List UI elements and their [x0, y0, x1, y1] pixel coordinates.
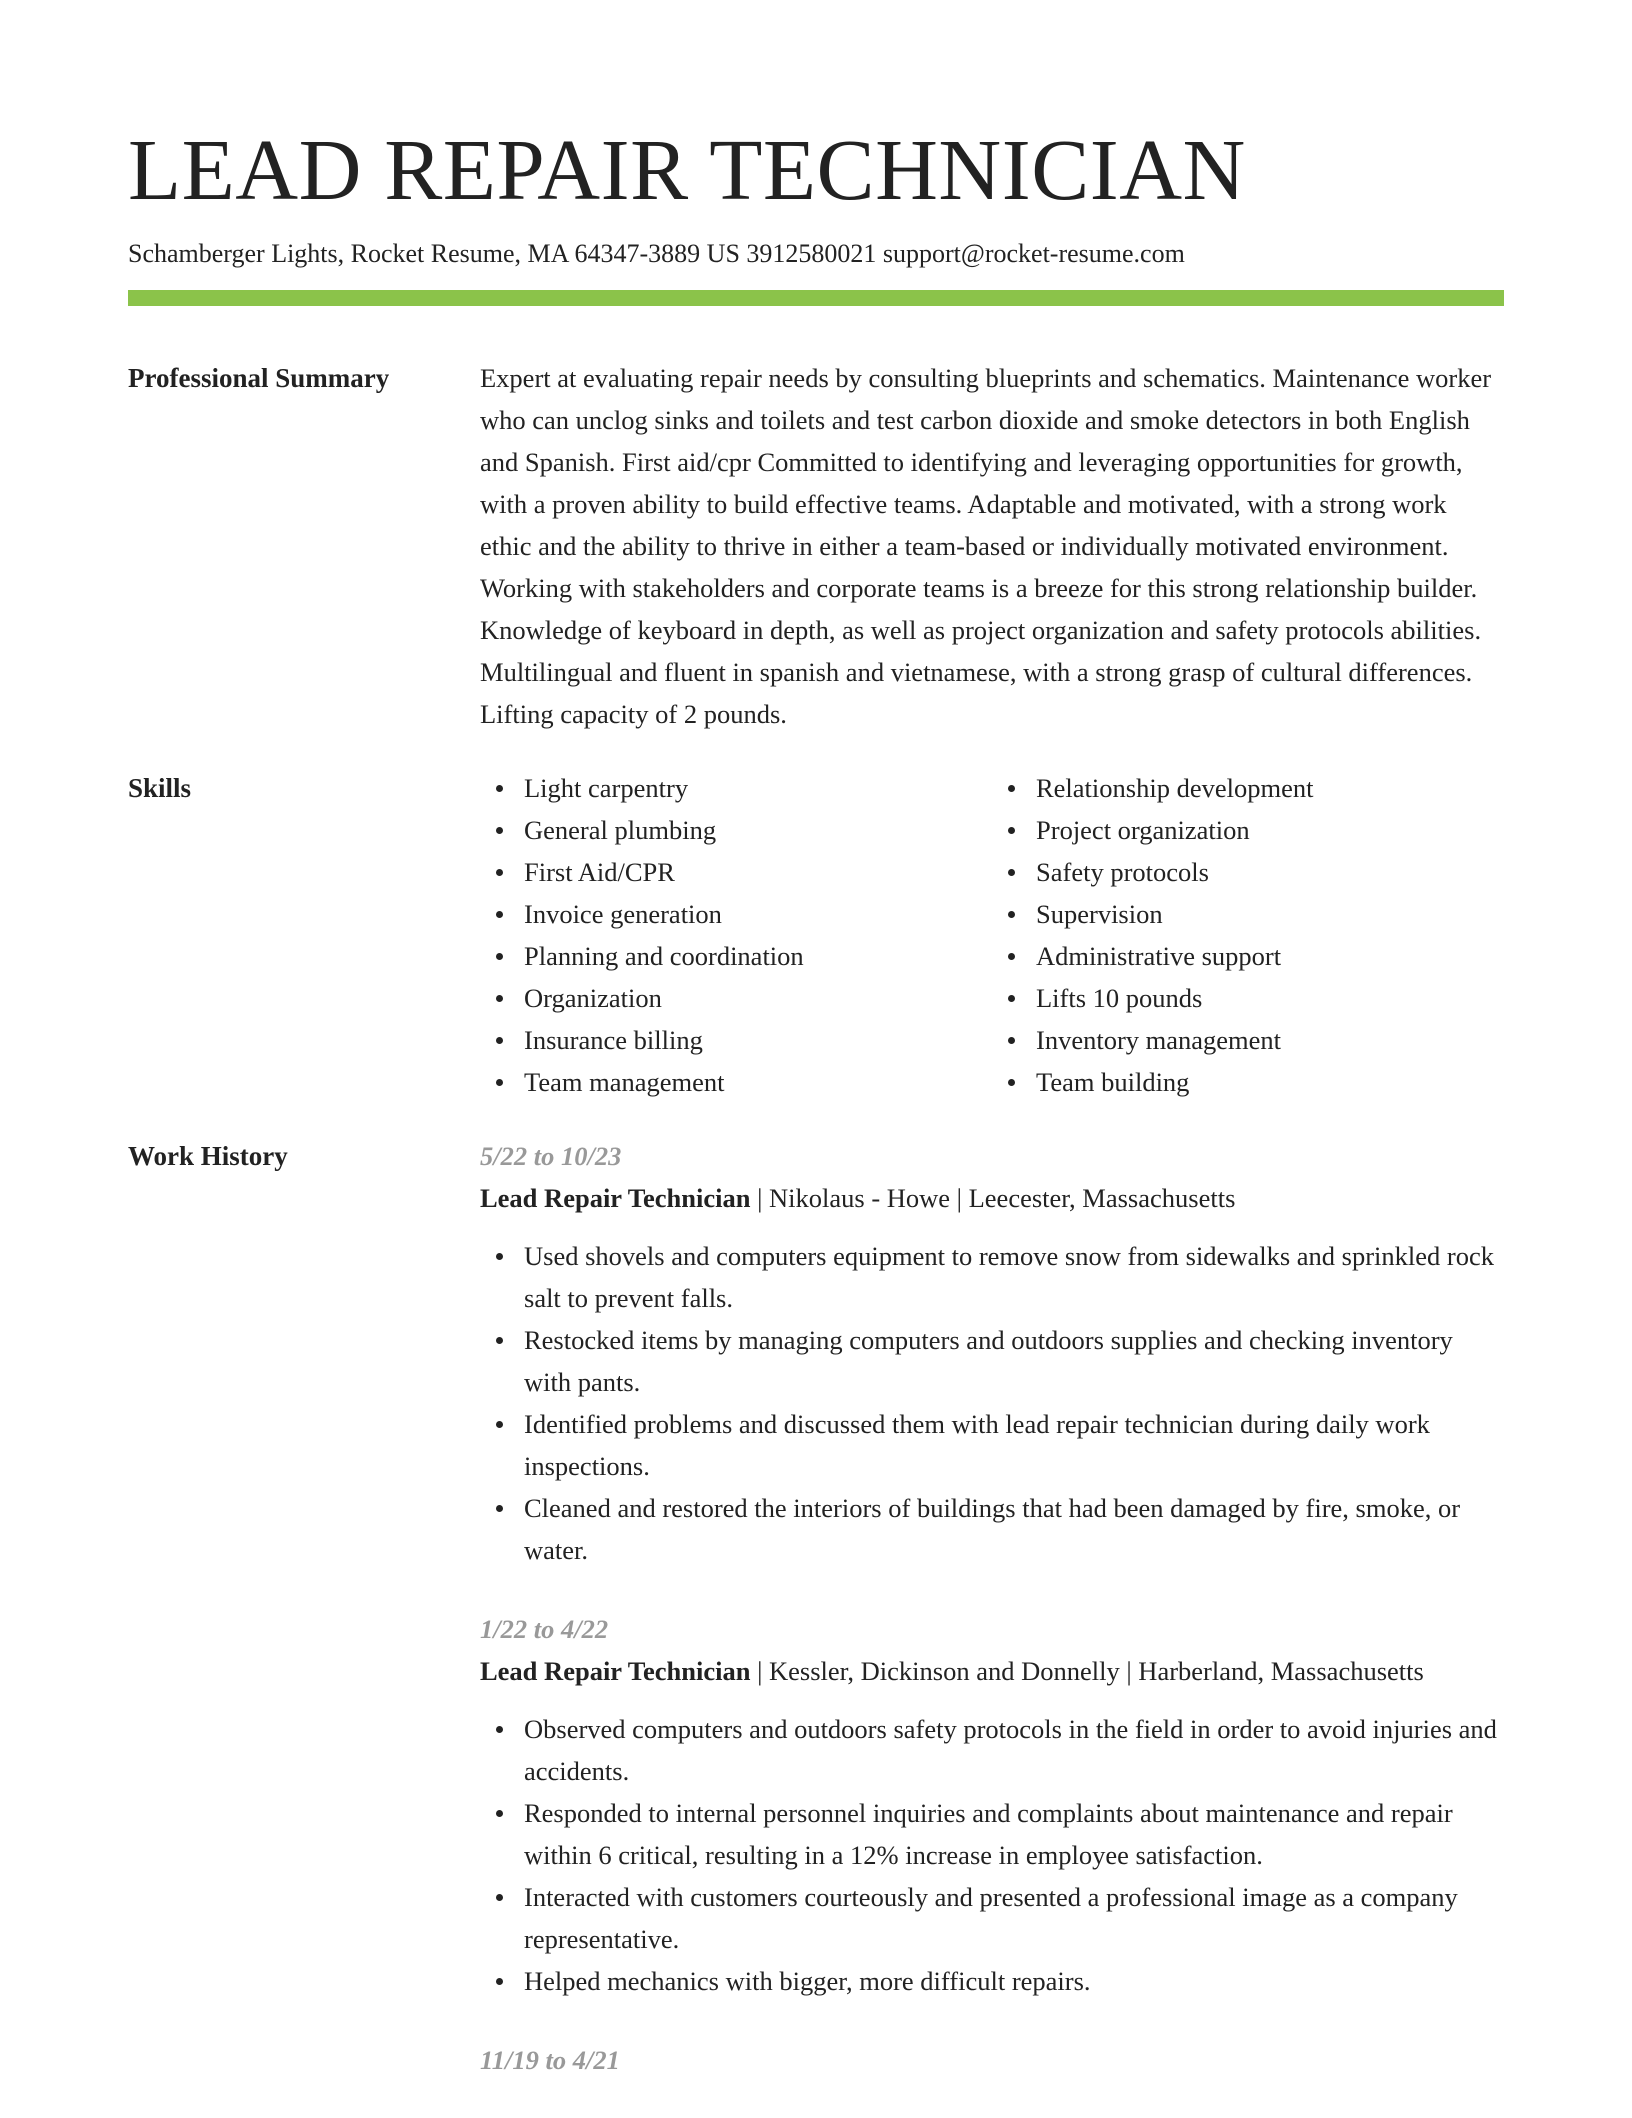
job-heading: [480, 1177, 1504, 1219]
candidate-name: LEAD REPAIR TECHNICIAN: [128, 121, 1246, 218]
header-divider: [128, 290, 1504, 306]
skills-list-left: [480, 767, 992, 1103]
skills-list-right: [992, 767, 1504, 1103]
skills-body: [480, 767, 1504, 1103]
skill-item: Administrative support: [1036, 935, 1504, 977]
job-entry: [480, 1608, 1504, 2002]
skill-item: Project organization: [1036, 809, 1504, 851]
job-duty: Cleaned and restored the interiors of buildings that had been damaged by fire, smoke, or water.: [524, 1487, 1504, 1571]
skill-item: Light carpentry: [524, 767, 992, 809]
skill-item: Supervision: [1036, 893, 1504, 935]
resume-page: [128, 0, 1504, 2118]
job-duty: Restocked items by managing computers and outdoors supplies and checking inventory with pants.: [524, 1319, 1504, 1403]
job-entry: [480, 2039, 1504, 2081]
skill-item: Invoice generation: [524, 893, 992, 935]
job-dates: 5/22 to 10/23: [480, 1141, 622, 1171]
job-heading: [480, 1650, 1504, 1692]
job-dates: 11/19 to 4/21: [480, 2045, 620, 2075]
job-duties: [480, 1235, 1504, 1571]
job-duty: Responded to internal personnel inquiries and complaints about maintenance and repair within 6 critical, resulting in a 12% increase in employee satisfaction.: [524, 1792, 1504, 1876]
job-duty: Helped mechanics with bigger, more difficult repairs.: [524, 1960, 1504, 2002]
section-title-skills: Skills: [128, 773, 192, 803]
skills-columns: [480, 767, 1504, 1103]
skill-item: Team building: [1036, 1061, 1504, 1103]
job-duty: Observed computers and outdoors safety protocols in the field in order to avoid injuries and accidents.: [524, 1708, 1504, 1792]
work-history-section: [128, 1135, 1504, 2118]
skill-item: Planning and coordination: [524, 935, 992, 977]
skill-item: Organization: [524, 977, 992, 1019]
job-employer-location: | Kessler, Dickinson and Donnelly | Harberland, Massachusetts: [750, 1656, 1424, 1686]
section-title-work-history: Work History: [128, 1141, 288, 1171]
skill-item: Insurance billing: [524, 1019, 992, 1061]
job-duty: Used shovels and computers equipment to remove snow from sidewalks and sprinkled rock salt to prevent falls.: [524, 1235, 1504, 1319]
job-dates: 1/22 to 4/22: [480, 1614, 609, 1644]
skill-item: Safety protocols: [1036, 851, 1504, 893]
contact-address: Schamberger Lights, Rocket Resume, MA 64347-3889 US: [128, 239, 740, 268]
skill-item: First Aid/CPR: [524, 851, 992, 893]
work-history-body: [480, 1135, 1504, 2118]
job-entry: [480, 1135, 1504, 1571]
section-title-summary: Professional Summary: [128, 363, 390, 393]
summary-body: [480, 357, 1504, 735]
skill-item: General plumbing: [524, 809, 992, 851]
job-duty: Identified problems and discussed them with lead repair technician during daily work inspections.: [524, 1403, 1504, 1487]
skill-item: Team management: [524, 1061, 992, 1103]
skill-item: Lifts 10 pounds: [1036, 977, 1504, 1019]
job-employer-location: | Nikolaus - Howe | Leecester, Massachusetts: [750, 1183, 1236, 1213]
contact-line: [128, 238, 1504, 270]
summary-text: Expert at evaluating repair needs by consulting blueprints and schematics. Maintenance worker who can unclog sinks and toilets and test carbon dioxide and smoke detectors in both English and Spanish. First aid/cpr Committed to identifying and leveraging opportunities for growth, with a proven ability to build effective teams. Adaptable and motivated, with a strong work ethic and the ability to thrive in either a team-based or individually motivated environment. Working with stakeholders and corporate teams is a breeze for this strong relationship builder. Knowledge of keyboard in depth, as well as project organization and safety protocols abilities. Multilingual and fluent in spanish and vietnamese, with a strong grasp of cultural differences. Lifting capacity of 2 pounds.: [480, 363, 1492, 729]
job-duties: [480, 1708, 1504, 2002]
skill-item: Inventory management: [1036, 1019, 1504, 1061]
job-title: Lead Repair Technician: [480, 1656, 751, 1686]
skill-item: Relationship development: [1036, 767, 1504, 809]
summary-section: [128, 357, 1504, 735]
contact-phone: 3912580021: [746, 239, 877, 268]
job-duty: Interacted with customers courteously and presented a professional image as a company representative.: [524, 1876, 1504, 1960]
job-title: Lead Repair Technician: [480, 1183, 751, 1213]
skills-section: [128, 767, 1504, 1103]
contact-email: support@rocket-resume.com: [882, 239, 1185, 268]
